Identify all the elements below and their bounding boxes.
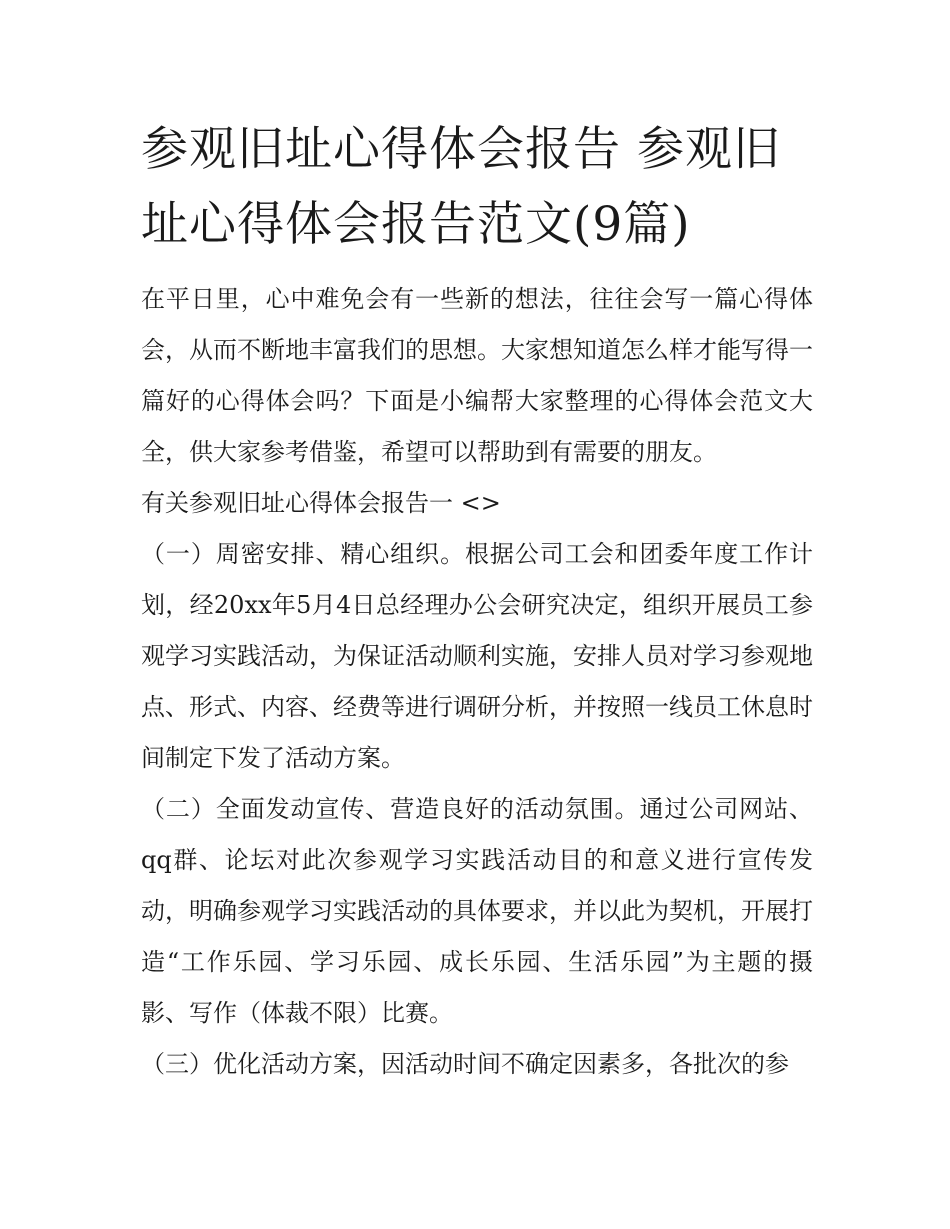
body-paragraph-2: （二）全面发动宣传、营造良好的活动氛围。通过公司网站、qq群、论坛对此次参观学习实践活动目的和意义进行宣传发动，明确参观学习实践活动的具体要求，并以此为契机，开展打造“工作乐园、学习乐园、成长乐园、生活乐园”为主题的摄影、写作（体裁不限）比赛。: [141, 795, 813, 1027]
body-paragraph-3: （三）优化活动方案，因活动时间不确定因素多，各批次的参: [141, 1050, 789, 1078]
body-paragraph-1: （一）周密安排、精心组织。根据公司工会和团委年度工作计划，经20xx年5月4日总经理办公会研究决定，组织开展员工参观学习实践活动，为保证活动顺利实施，安排人员对学习参观地点、形式、内容、经费等进行调研分析，并按照一线员工休息时间制定下发了活动方案。: [141, 540, 813, 772]
document-title: 参观旧址心得体会报告 参观旧址心得体会报告范文(9篇): [141, 122, 781, 252]
intro-paragraph: 在平日里，心中难免会有一些新的想法，往往会写一篇心得体会，从而不断地丰富我们的思想。大家想知道怎么样才能写得一篇好的心得体会吗？下面是小编帮大家整理的心得体会范文大全，供大家参考借鉴，希望可以帮助到有需要的朋友。: [141, 285, 813, 466]
section-heading: 有关参观旧址心得体会报告一 <>: [141, 489, 501, 517]
document-body: [141, 112, 813, 1090]
